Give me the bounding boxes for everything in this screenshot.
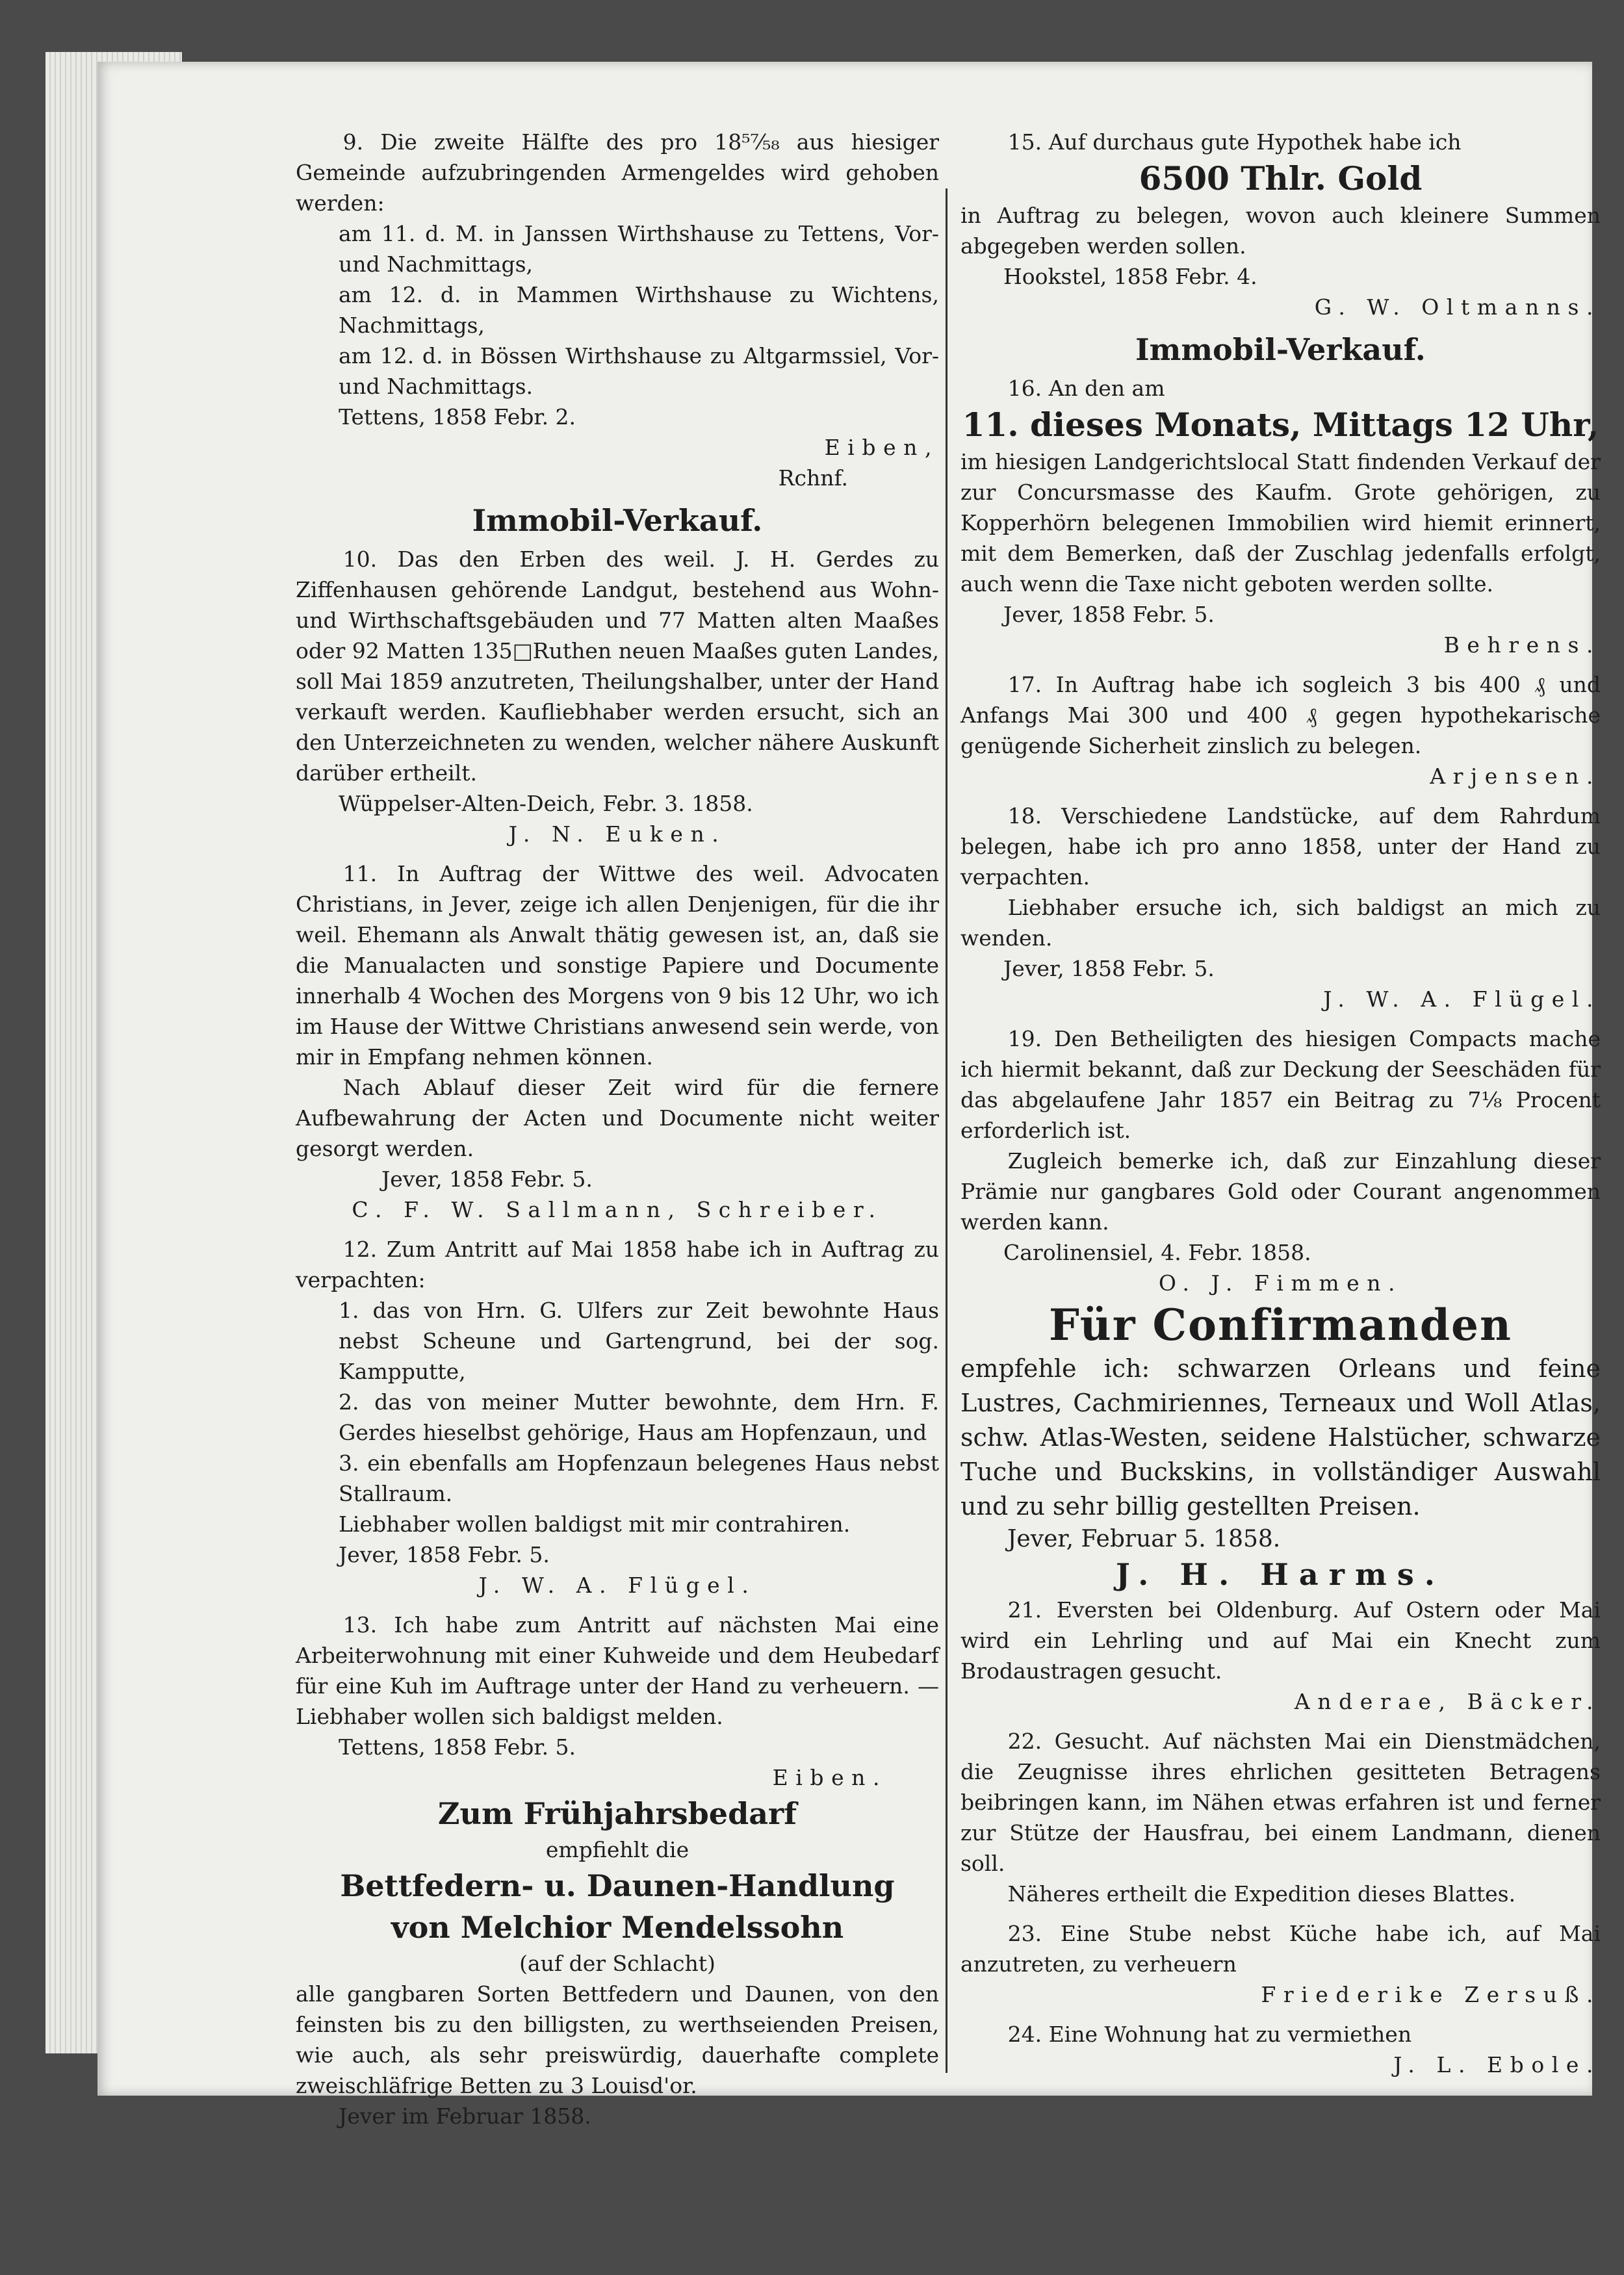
ad-confirmanden-place: Jever, Februar 5. 1858. <box>1007 1526 1281 1552</box>
heading-immobil-verkauf-left: Immobil-Verkauf. <box>472 503 763 538</box>
ad-11-text: 11. In Auftrag der Wittwe des weil. Advocaten Christians, in Jever, zeige ich allen Denjenigen, für die ihr weil. Ehemann als Anwalt thätig gewesen ist, an, daß sie die Manualacten und sonstige Papiere und Documente innerhalb 4 Wochen des Morgens von 9 bis 12 Uhr, wo ich im Hause der Wittwe Christians anwesend sein werde, von mir in Empfang nehmen können. <box>296 861 939 1070</box>
ad-21 <box>960 1595 1601 1717</box>
ad-12-item: 1. das von Hrn. G. Ulfers zur Zeit bewohnte Haus nebst Scheune und Gartengrund, bei der sog. Kampputte, <box>339 1298 939 1384</box>
ad-13-text: 13. Ich habe zum Antritt auf nächsten Mai eine Arbeiterwohnung mit einer Kuhweide und dem Heubedarf für eine Kuh im Auftrage unter der Hand zu verheuern. — Liebhaber wollen sich baldigst melden. <box>296 1612 939 1729</box>
ad-12-item: 3. ein ebenfalls am Hopfenzaun belegenes Haus nebst Stallraum. <box>339 1450 939 1506</box>
ad-bettfedern-sub: empfiehlt die <box>545 1837 690 1862</box>
ad-15-amount: 6500 Thlr. Gold <box>1139 159 1423 198</box>
ad-19-signature: O. J. Fimmen. <box>1158 1270 1403 1296</box>
ad-24 <box>960 2019 1601 2080</box>
ad-15 <box>960 127 1601 322</box>
heading-immobil-verkauf-right: Immobil-Verkauf. <box>1135 332 1426 367</box>
ad-13-signature: Eiben. <box>772 1765 887 1790</box>
ad-11-place: Jever, 1858 Febr. 5. <box>381 1166 593 1192</box>
ad-bettfedern-text: alle gangbaren Sorten Bettfedern und Daunen, von den feinsten bis zu den billigsten, zu werthseienden Preisen, wie auch, als sehr preiswürdig, dauerhafte complete zweischläfrige Betten zu 3 Louisd'or. <box>296 1981 939 2098</box>
ad-19-text2: Zugleich bemerke ich, daß zur Einzahlung dieser Prämie nur gangbares Gold oder Courant angenommen werden kann. <box>960 1148 1601 1235</box>
ad-22 <box>960 1726 1601 1909</box>
ad-19-place: Carolinensiel, 4. Febr. 1858. <box>1003 1240 1311 1265</box>
ad-bettfedern-owner: von Melchior Mendelssohn <box>391 1910 844 1945</box>
ad-bettfedern <box>296 1793 939 2131</box>
ad-bettfedern-title: Zum Frühjahrsbedarf <box>437 1796 797 1831</box>
ad-9-line: am 11. d. M. in Janssen Wirthshause zu Tettens, Vor- und Nachmittags, <box>339 221 939 277</box>
left-column <box>296 127 939 2131</box>
ad-confirmanden <box>960 1298 1601 1595</box>
ad-16-place: Jever, 1858 Febr. 5. <box>1003 602 1215 627</box>
ad-9-signature: Eiben, <box>824 435 939 460</box>
ad-13-place: Tettens, 1858 Febr. 5. <box>339 1734 576 1760</box>
ad-12-item: 2. das von meiner Mutter bewohnte, dem Hrn. F. Gerdes hieselbst gehörige, Haus am Hopfenzaun, und <box>339 1389 939 1445</box>
right-column <box>960 127 1601 2080</box>
ad-9-signature-title: Rchnf. <box>778 465 848 491</box>
ad-19-text: 19. Den Betheiligten des hiesigen Compacts mache ich hiermit bekannt, daß zur Deckung der Seeschäden für das abgelaufene Jahr 1857 ein Beitrag zu 7⅛ Procent erforderlich ist. <box>960 1026 1601 1143</box>
ad-15-line: 15. Auf durchaus gute Hypothek habe ich <box>1007 129 1462 155</box>
ad-12-place: Jever, 1858 Febr. 5. <box>339 1542 550 1567</box>
ad-10 <box>296 544 939 849</box>
ad-17-text: 17. In Auftrag habe ich sogleich 3 bis 400 ₰ und Anfangs Mai 300 und 400 ₰ gegen hypothekarische genügende Sicherheit zinslich zu belegen. <box>960 672 1601 758</box>
ad-16-signature: Behrens. <box>1443 632 1601 658</box>
ad-9-text: 9. Die zweite Hälfte des pro 18⁵⁷⁄₅₈ aus hiesiger Gemeinde aufzubringenden Armengeldes wird gehoben werden: <box>296 129 939 216</box>
ad-19 <box>960 1023 1601 1298</box>
ad-17-signature: Arjensen. <box>1430 764 1601 789</box>
ad-18-text2: Liebhaber ersuche ich, sich baldigst an mich zu wenden. <box>960 895 1601 951</box>
ad-11 <box>296 858 939 1225</box>
ad-15-place: Hookstel, 1858 Febr. 4. <box>1003 264 1257 289</box>
ad-16 <box>960 373 1601 660</box>
ad-12-signature: J. W. A. Flügel. <box>478 1573 756 1598</box>
ad-11-signature: C. F. W. Sallmann, Schreiber. <box>352 1197 883 1222</box>
ad-18 <box>960 801 1601 1014</box>
ad-9-place: Tettens, 1858 Febr. 2. <box>339 404 576 430</box>
ad-9-line: am 12. d. in Mammen Wirthshause zu Wichtens, Nachmittags, <box>339 282 939 338</box>
ad-9 <box>296 127 939 493</box>
ad-10-text: 10. Das den Erben des weil. J. H. Gerdes zu Ziffenhausen gehörende Landgut, bestehend aus Wohn- und Wirthschaftsgebäuden und 77 Matten alten Maaßes oder 92 Matten 135□Ruthen neuen Maaßes guten Landes, soll Mai 1859 anzutreten, Theilungshalber, unter der Hand verkauft werden. Kaufliebhaber werden ersucht, sich an den Unterzeichneten zu wenden, welcher nähere Auskunft darüber ertheilt. <box>296 546 939 786</box>
ad-12-text: 12. Zum Antritt auf Mai 1858 habe ich in Auftrag zu verpachten: <box>296 1237 939 1292</box>
ad-15-signature: G. W. Oltmanns. <box>1314 294 1601 320</box>
ad-9-line: am 12. d. in Bössen Wirthshause zu Altgarmssiel, Vor- und Nachmittags. <box>339 343 939 399</box>
ad-22-text: 22. Gesucht. Auf nächsten Mai ein Dienstmädchen, die Zeugnisse ihres ehrlichen gesitteten Betragens beibringen kann, im Nähen etwas erfahren ist und ferner zur Stütze der Hausfrau, bei einem Landmann, dienen soll. <box>960 1729 1601 1876</box>
ad-23-signature: Friederike Zersuß. <box>1261 1982 1601 2007</box>
ad-21-text: 21. Eversten bei Oldenburg. Auf Ostern oder Mai wird ein Lehrling und auf Mai ein Knecht zum Brodaustragen gesucht. <box>960 1597 1601 1684</box>
ad-24-signature: J. L. Ebole. <box>1393 2052 1601 2077</box>
ad-bettfedern-location: (auf der Schlacht) <box>519 1951 715 1976</box>
ad-bettfedern-place: Jever im Februar 1858. <box>339 2103 591 2129</box>
ad-10-signature: J. N. Euken. <box>508 821 727 847</box>
ad-13 <box>296 1610 939 1793</box>
ad-18-signature: J. W. A. Flügel. <box>1323 986 1601 1012</box>
ad-11-text2: Nach Ablauf dieser Zeit wird für die fernere Aufbewahrung der Acten und Documente nicht weiter gesorgt werden. <box>296 1075 939 1161</box>
ad-18-text: 18. Verschiedene Landstücke, auf dem Rahrdum belegen, habe ich pro anno 1858, unter der Hand zu verpachten. <box>960 803 1601 890</box>
ad-16-text: im hiesigen Landgerichtslocal Statt findenden Verkauf der zur Concursmasse des Kaufm. Grote gehörigen, zu Kopperhörn belegenen Immobilien wird hiemit erinnert, mit dem Bemerken, daß der Zuschlag jedenfalls erfolgt, auch wenn die Taxe nicht geboten werden sollte. <box>960 449 1601 597</box>
ad-confirmanden-signature: J. H. Harms. <box>1115 1557 1445 1592</box>
ad-bettfedern-firm: Bettfedern- u. Daunen-Handlung <box>340 1868 895 1903</box>
ad-confirmanden-text: empfehle ich: schwarzen Orleans und feine Lustres, Cachmiriennes, Terneaux und Woll Atlas, schw. Atlas-Westen, seidene Halstücher, schwarze Tuche und Buckskins, in vollständiger Auswahl und zu sehr billig gestellten Preisen. <box>960 1354 1601 1521</box>
ad-21-signature: Anderae, Bäcker. <box>1294 1689 1601 1714</box>
ad-23 <box>960 1918 1601 2010</box>
ad-16-line: 16. An den am <box>1007 376 1165 401</box>
ad-10-place: Wüppelser-Alten-Deich, Febr. 3. 1858. <box>339 791 753 816</box>
ad-24-text: 24. Eine Wohnung hat zu vermiethen <box>1007 2022 1412 2047</box>
ad-confirmanden-title: Für Confirmanden <box>1049 1300 1512 1350</box>
ad-12 <box>296 1234 939 1600</box>
ad-23-text: 23. Eine Stube nebst Küche habe ich, auf Mai anzutreten, zu verheuern <box>960 1921 1601 1977</box>
ad-18-place: Jever, 1858 Febr. 5. <box>1003 956 1215 981</box>
ad-17 <box>960 669 1601 791</box>
ad-15-text: in Auftrag zu belegen, wovon auch kleinere Summen abgegeben werden sollen. <box>960 203 1601 259</box>
column-divider <box>946 188 947 2073</box>
ad-22-text2: Näheres ertheilt die Expedition dieses Blattes. <box>1007 1881 1516 1907</box>
ad-12-text2: Liebhaber wollen baldigst mit mir contrahiren. <box>339 1511 851 1537</box>
ad-16-date: 11. dieses Monats, Mittags 12 Uhr, <box>962 405 1599 444</box>
